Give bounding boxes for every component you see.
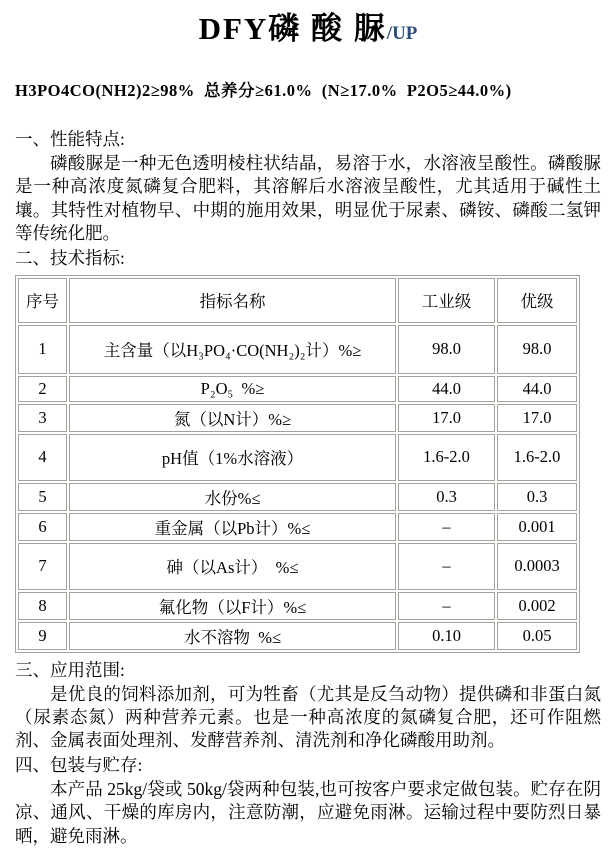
cell-industrial-value: 0.10 bbox=[398, 622, 495, 650]
cell-indicator-name: 水不溶物 %≤ bbox=[69, 622, 396, 650]
cell-indicator-name: pH值（1%水溶液） bbox=[69, 434, 396, 481]
cell-industrial-value: 0.3 bbox=[398, 483, 495, 511]
section-heading-specs: 二、技术指标: bbox=[15, 247, 125, 268]
section-heading-application: 三、应用范围: bbox=[15, 659, 125, 680]
cell-premium-value: 0.0003 bbox=[497, 543, 577, 590]
cell-premium-value: 44.0 bbox=[497, 376, 577, 402]
cell-industrial-value: – bbox=[398, 513, 495, 541]
header-cell-premium-grade: 优级 bbox=[497, 278, 577, 323]
cell-premium-value: 0.3 bbox=[497, 483, 577, 511]
cell-index: 2 bbox=[18, 376, 67, 402]
cell-indicator-name: 水份%≤ bbox=[69, 483, 396, 511]
cell-industrial-value: 17.0 bbox=[398, 404, 495, 432]
cell-indicator-name: 主含量（以H₃PO₄·CO(NH₂)₂计）%≥ bbox=[69, 325, 396, 374]
table-row bbox=[18, 434, 577, 481]
cell-indicator-name: 重金属（以Pb计）%≤ bbox=[69, 513, 396, 541]
cell-index: 6 bbox=[18, 513, 67, 541]
product-formula-line: H3PO4CO(NH2)2≥98% 总养分≥61.0% (N≥17.0% P2O5≥44.0%) bbox=[15, 81, 512, 100]
table-row bbox=[18, 622, 577, 650]
cell-index: 8 bbox=[18, 592, 67, 620]
cell-indicator-name: 砷（以As计） %≤ bbox=[69, 543, 396, 590]
header-cell-index: 序号 bbox=[18, 278, 67, 323]
cell-industrial-value: 98.0 bbox=[398, 325, 495, 374]
cell-industrial-value: – bbox=[398, 543, 495, 590]
table-row bbox=[18, 404, 577, 432]
table-header-row bbox=[18, 278, 577, 323]
cell-industrial-value: – bbox=[398, 592, 495, 620]
section-heading-packaging: 四、包装与贮存: bbox=[15, 754, 143, 775]
cell-premium-value: 1.6-2.0 bbox=[497, 434, 577, 481]
cell-index: 7 bbox=[18, 543, 67, 590]
cell-industrial-value: 44.0 bbox=[398, 376, 495, 402]
cell-premium-value: 0.001 bbox=[497, 513, 577, 541]
table-row bbox=[18, 592, 577, 620]
page-title-suffix: /UP bbox=[386, 23, 418, 44]
table-row bbox=[18, 483, 577, 511]
cell-index: 1 bbox=[18, 325, 67, 374]
table-row bbox=[18, 325, 577, 374]
table-row bbox=[18, 513, 577, 541]
page-title bbox=[15, 8, 601, 53]
cell-index: 3 bbox=[18, 404, 67, 432]
cell-premium-value: 17.0 bbox=[497, 404, 577, 432]
cell-indicator-name: 氟化物（以F计）%≤ bbox=[69, 592, 396, 620]
cell-index: 4 bbox=[18, 434, 67, 481]
cell-premium-value: 0.002 bbox=[497, 592, 577, 620]
cell-index: 9 bbox=[18, 622, 67, 650]
table-row bbox=[18, 376, 577, 402]
cell-industrial-value: 1.6-2.0 bbox=[398, 434, 495, 481]
table-row bbox=[18, 543, 577, 590]
section-heading-performance: 一、性能特点: bbox=[15, 129, 125, 149]
paragraph-performance: 磷酸脲是一种无色透明棱柱状结晶，易溶于水，水溶液呈酸性。磷酸脲是一种高浓度氮磷复合肥料，其溶解后水溶液呈酸性，尤其适用于碱性土壤。其特性对植物早、中期的施用效果，明显优于尿素、磷铵、磷酸二氢钾等传统化肥。 bbox=[15, 153, 601, 244]
header-cell-indicator-name: 指标名称 bbox=[69, 278, 396, 323]
cell-index: 5 bbox=[18, 483, 67, 511]
header-cell-industrial-grade: 工业级 bbox=[398, 278, 495, 323]
paragraph-application: 是优良的饲料添加剂，可为牲畜（尤其是反刍动物）提供磷和非蛋白氮（尿素态氮）两种营养元素。也是一种高浓度的氮磷复合肥，还可作阻燃剂、金属表面处理剂、发酵营养剂、清洗剂和净化磷酸用助剂。 bbox=[15, 683, 601, 751]
cell-premium-value: 0.05 bbox=[497, 622, 577, 650]
cell-indicator-name: P₂O₅ %≥ bbox=[69, 376, 396, 402]
paragraph-packaging: 本产品 25kg/袋或 50kg/袋两种包装,也可按客户要求定做包装。贮存在阴凉、通风、干燥的库房内，注意防潮，应避免雨淋。运输过程中要防烈日暴晒，避免雨淋。 bbox=[15, 778, 601, 846]
page-title-main: DFY磷 酸 脲 bbox=[198, 11, 387, 46]
cell-premium-value: 98.0 bbox=[497, 325, 577, 374]
spec-table bbox=[15, 275, 580, 653]
cell-indicator-name: 氮（以N计）%≥ bbox=[69, 404, 396, 432]
